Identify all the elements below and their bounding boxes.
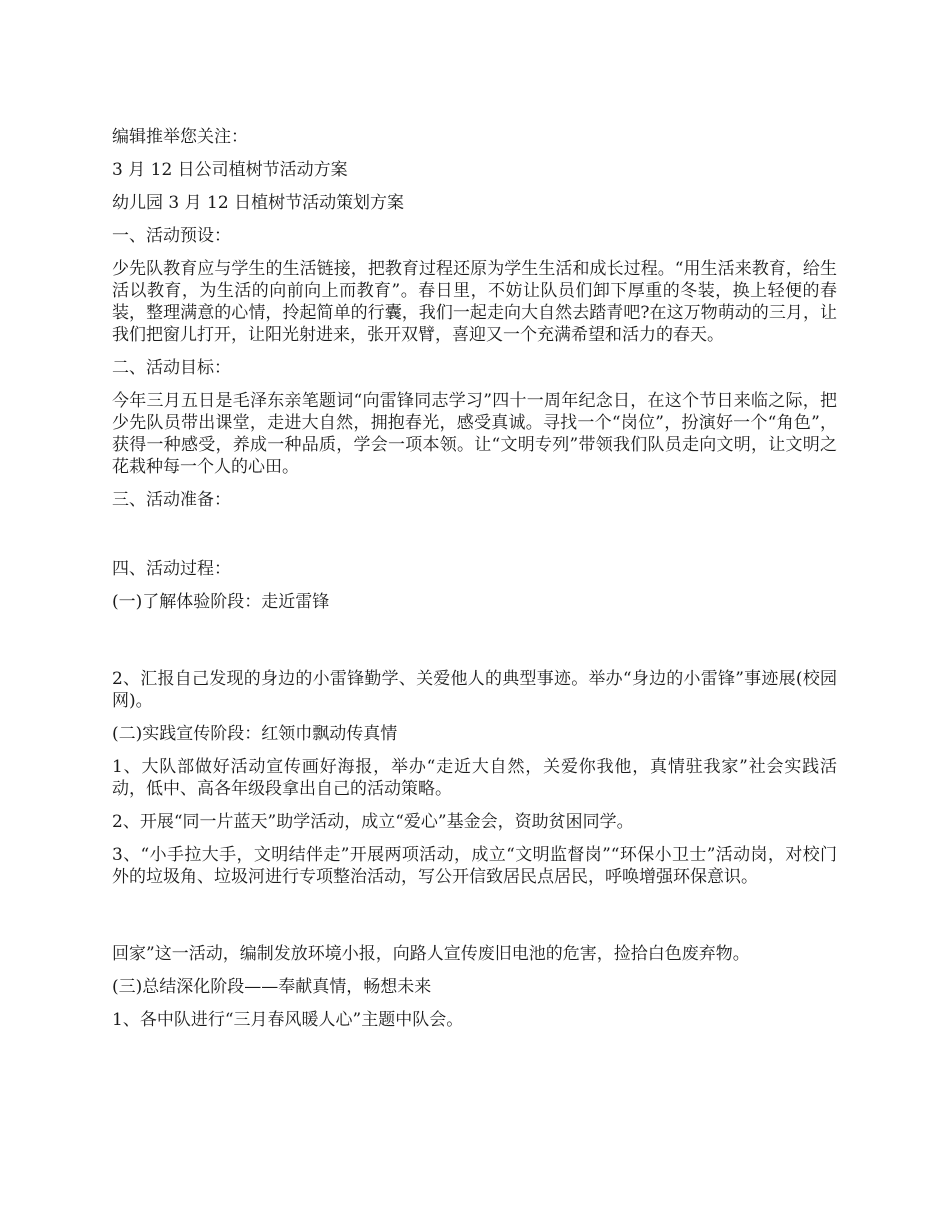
paragraph-goals: 今年三月五日是毛泽东亲笔题词“向雷锋同志学习”四十一周年纪念日，在这个节日来临之际，把少先队员带出课堂，走进大自然，拥抱春光，感受真诚。寻找一个“岗位”，扮演好一个“角色”，获得一种感受，养成一种品质，学会一项本领。让“文明专列”带领我们队员走向文明，让文明之花栽种每一个人的心田。: [112, 391, 837, 477]
blank-space: [112, 624, 837, 668]
paragraph-preset: 少先队教育应与学生的生活链接，把教育过程还原为学生生活和成长过程。“用生活来教育，给生活以教育，为生活的向前向上而教育”。春日里，不妨让队员们卸下厚重的冬装，换上轻便的春装，整理满意的心情，拎起简单的行囊，我们一起走向大自然去踏青吧?在这万物萌动的三月，让我们把窗儿打开，让阳光射进来，张开双臂，喜迎又一个充满希望和活力的春天。: [112, 259, 837, 345]
blank-space: [112, 899, 837, 943]
recommendation-intro: 编辑推举您关注：: [112, 127, 248, 147]
related-link-title-2: 幼儿园 3 月 12 日植树节活动策划方案: [112, 193, 405, 213]
stage-heading-3: (三)总结深化阶段——奉献真情，畅想未来: [112, 977, 432, 997]
list-item: 1、大队部做好活动宣传画好海报，举办“走近大自然，关爱你我他，真情驻我家”社会实践活动，低中、高各年级段拿出自己的活动策略。: [112, 757, 837, 799]
list-item: 1、各中队进行“三月春风暖人心”主题中队会。: [112, 1010, 464, 1030]
section-heading-2: 二、活动目标：: [112, 358, 231, 378]
stage-heading-1: (一)了解体验阶段：走近雷锋: [112, 592, 330, 612]
paragraph-continuation: 回家”这一活动，编制发放环境小报，向路人宣传废旧电池的危害，捡拾白色废弃物。: [112, 944, 750, 964]
list-item: 2、汇报自己发现的身边的小雷锋勤学、关爱他人的典型事迹。举办“身边的小雷锋”事迹展(校园网)。: [112, 669, 837, 711]
section-heading-3: 三、活动准备：: [112, 490, 231, 510]
section-heading-1: 一、活动预设：: [112, 226, 231, 246]
stage-heading-2: (二)实践宣传阶段：红领巾飘动传真情: [112, 724, 398, 744]
related-link-title-1: 3 月 12 日公司植树节活动方案: [112, 160, 348, 180]
list-item: 2、开展“同一片蓝天”助学活动，成立“爱心”基金会，资助贫困同学。: [112, 812, 634, 832]
list-item: 3、“小手拉大手，文明结伴走”开展两项活动，成立“文明监督岗”“环保小卫士”活动岗，对校门外的垃圾角、垃圾河进行专项整治活动，写公开信致居民点居民，呼唤增强环保意识。: [112, 845, 837, 887]
document-body: [112, 126, 837, 1042]
blank-space: [112, 522, 837, 558]
section-heading-4: 四、活动过程：: [112, 559, 231, 579]
